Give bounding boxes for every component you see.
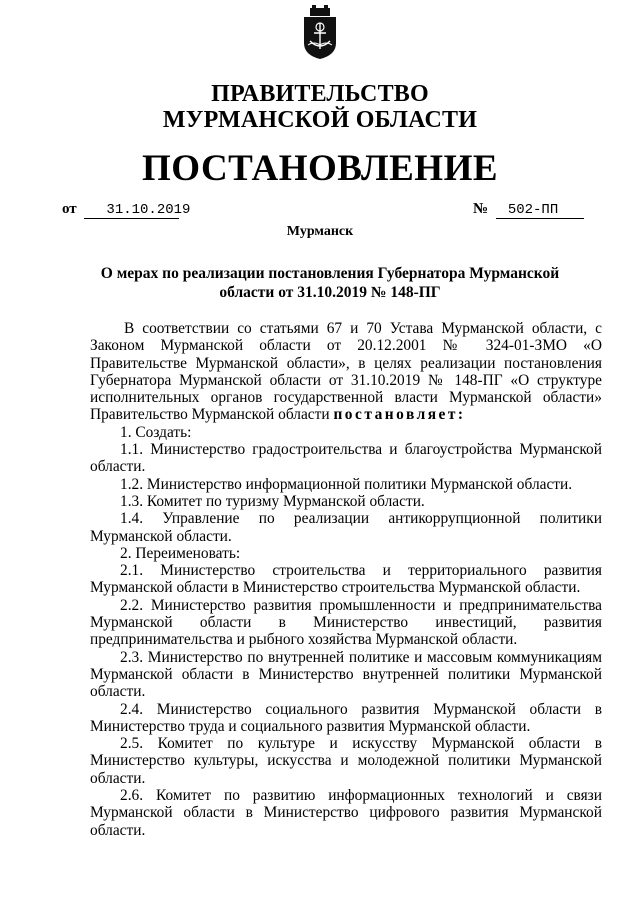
document-subject — [100, 264, 560, 302]
list-item: 2.1. Министерство строительства и территориального развития Мурманской области в Министерство строительства Мурманской области. — [90, 562, 602, 597]
date-label: от — [62, 201, 77, 217]
list-item: 1.2. Министерство информационной политики Мурманской области. — [120, 475, 573, 493]
list-item: 2.5. Комитет по культуре и искусству Мурманской области в Министерство культуры, искусства и молодежной политики Мурманской области. — [90, 735, 602, 787]
decree-word: постановляет: — [333, 406, 466, 424]
list-item: 2.4. Министерство социального развития Мурманской области в Министерство труда и социального развития Мурманской области. — [90, 700, 602, 735]
city-name: Мурманск — [286, 224, 354, 239]
subject-line2: области от 31.10.2019 № 148-ПГ — [219, 284, 441, 301]
document-type: ПОСТАНОВЛЕНИЕ — [141, 148, 499, 189]
document-body — [90, 320, 602, 839]
number-value: 502-ПП — [496, 202, 584, 219]
list-item: 1.1. Министерство градостроительства и благоустройства Мурманской области. — [90, 441, 602, 476]
list-item: 1.3. Комитет по туризму Мурманской области. — [120, 492, 425, 510]
list-item: 1. Создать: — [120, 423, 192, 441]
government-title-line2: МУРМАНСКОЙ ОБЛАСТИ — [162, 107, 478, 133]
list-item: 2.6. Комитет по развитию информационных технологий и связи Мурманской области в Министерство цифрового развития Мурманской области. — [90, 787, 602, 839]
murmansk-coat-of-arms-icon — [300, 5, 340, 60]
list-item: 1.4. Управление по реализации антикоррупционной политики Мурманской области. — [90, 510, 602, 545]
preamble-text: В соответствии со статьями 67 и 70 Устава Мурманской области, с Законом Мурманской области от 20.12.2001 № 324-01-ЗМО «О Правительстве Мурманской области», в целях реализации постановления Губернатора Мурманской области от 31.10.2019 № 148-ПГ «О структуре исполнительных органов государственной власти Мурманской области» Правительство Мурманской области — [90, 320, 602, 424]
date-field — [62, 201, 191, 219]
list-item: 2.2. Министерство развития промышленности и предпринимательства Мурманской области в Министерство инвестиций, развития предпринимательства и рыбного хозяйства Мурманской области. — [90, 596, 602, 649]
number-label: № — [473, 201, 489, 217]
subject-line1: О мерах по реализации постановления Губернатора Мурманской — [100, 265, 560, 282]
number-field — [473, 201, 584, 219]
list-item: 2.3. Министерство по внутренней политике и массовым коммуникациям Мурманской области в Министерство внутренней политики Мурманской области. — [90, 648, 602, 701]
government-title-line1: ПРАВИТЕЛЬСТВО — [211, 81, 429, 107]
list-item: 2. Переименовать: — [120, 544, 241, 562]
preamble-paragraph — [90, 320, 602, 424]
date-value: 31.10.2019 — [84, 202, 179, 219]
